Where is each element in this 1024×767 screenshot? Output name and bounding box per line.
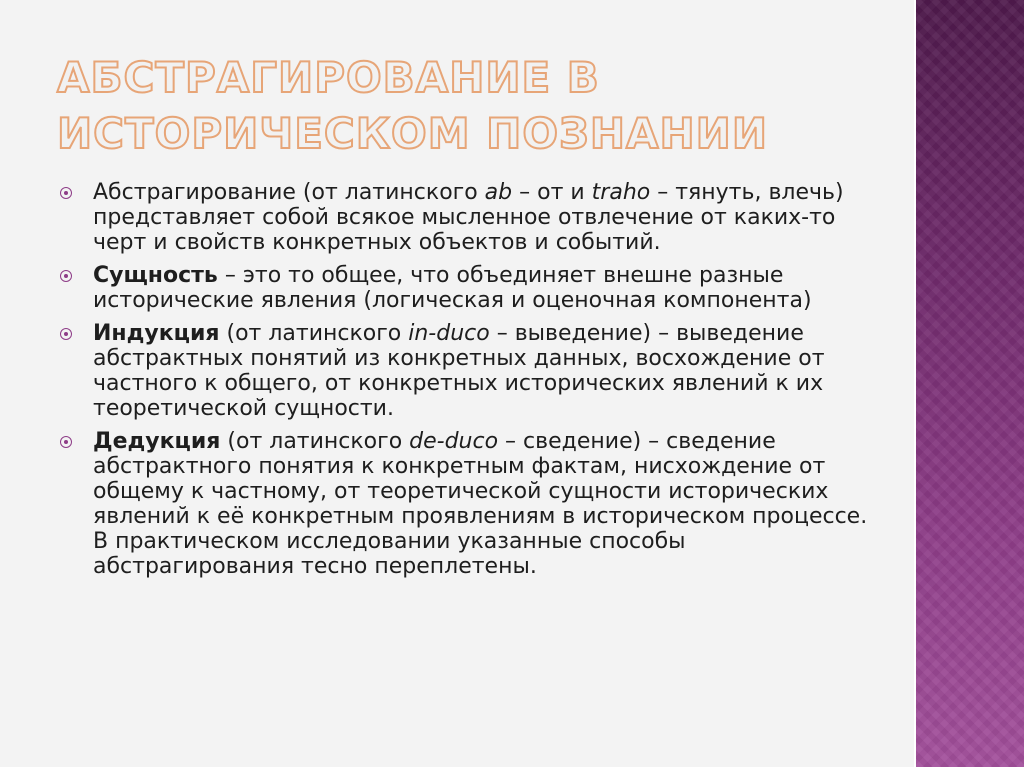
bullet-abstraction: Абстрагирование (от латинского ab – от и traho – тянуть, влечь) представляет собой всякое мысленное отвлечение от каких-то черт и свойств конкретных объектов и событий.	[57, 180, 877, 255]
bullet-induction: Индукция (от латинского in-duco – выведение) – выведение абстрактных понятий из конкретных данных, восхождение от частного к общего, от конкретных исторических явлений к их теоретической сущности.	[57, 321, 877, 421]
bullet-icon	[60, 328, 72, 340]
term-essence: Сущность	[93, 263, 218, 288]
bullet-icon	[60, 270, 72, 282]
bullet-deduction: Дедукция (от латинского de-duco – сведение) – сведение абстрактного понятия к конкретным фактам, нисхождение от общему к частному, от теоретической сущности исторических явлений к её конкретным проявлениям в историческом процессе. В практическом исследовании указанные способы абстрагирования тесно переплетены.	[57, 429, 877, 579]
slide-title	[57, 50, 877, 162]
latin-traho: traho	[591, 180, 651, 205]
title-line-1: АБСТРАГИРОВАНИЕ В	[57, 53, 600, 102]
latin-in-duco: in-duco	[408, 321, 490, 346]
term-deduction: Дедукция	[93, 429, 221, 454]
decorative-side-strip	[914, 0, 1024, 767]
bullet-list	[57, 180, 877, 587]
bullet-icon	[60, 436, 72, 448]
latin-de-duco: de-duco	[409, 429, 499, 454]
bullet-essence: Сущность – это то общее, что объединяет внешне разные исторические явления (логическая и оценочная компонента)	[57, 263, 877, 313]
latin-ab: ab	[484, 180, 513, 205]
bullet-icon	[60, 187, 72, 199]
title-line-2: ИСТОРИЧЕСКОМ ПОЗНАНИИ	[57, 109, 768, 158]
term-induction: Индукция	[93, 321, 220, 346]
